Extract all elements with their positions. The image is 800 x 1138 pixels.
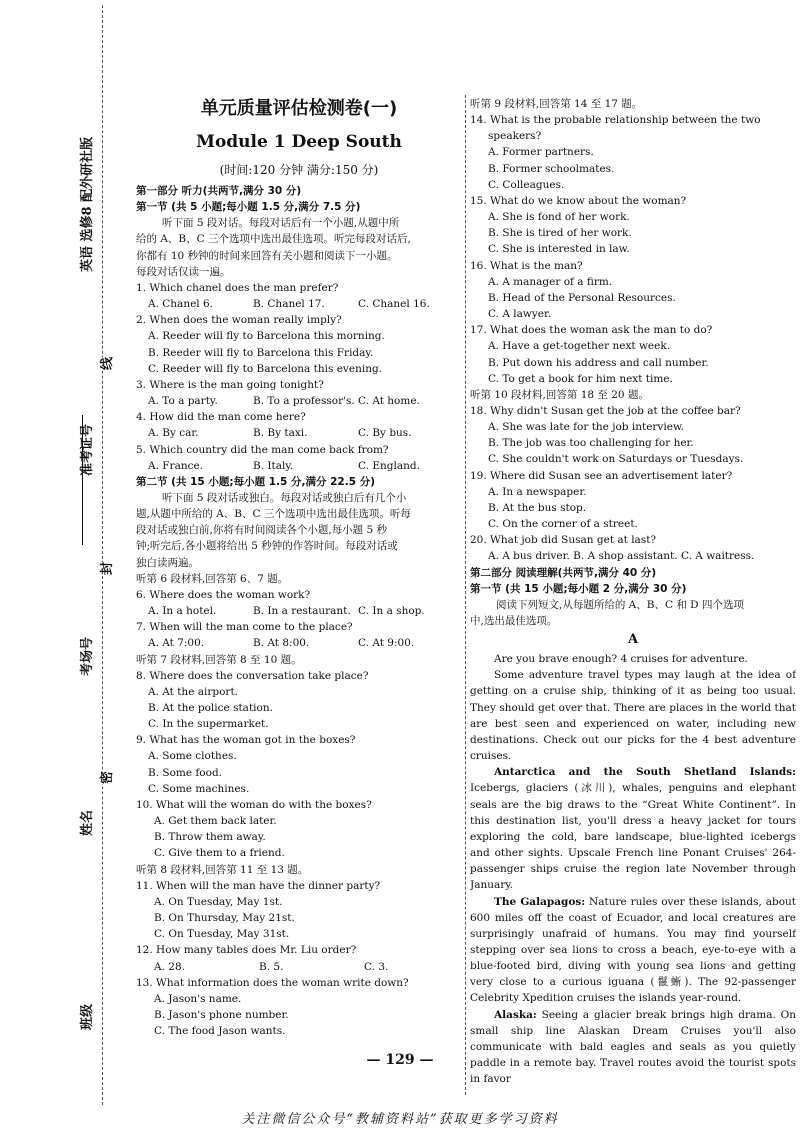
text-line: B. Former schoolmates. bbox=[488, 162, 615, 175]
text-line: C. On the corner of a street. bbox=[488, 518, 638, 531]
text-line: 4. How did the man come here? bbox=[136, 411, 306, 424]
text-line: C. Give them to a friend. bbox=[154, 847, 285, 860]
text-line: 第二部分 阅读理解(共两节,满分 40 分) bbox=[470, 566, 657, 579]
text-line: 第二节 (共 15 小题;每小题 1.5 分,满分 22.5 分) bbox=[136, 475, 375, 488]
text-line: 听第 7 段材料,回答第 8 至 10 题。 bbox=[136, 653, 302, 666]
text-line: A. Get them back later. bbox=[154, 815, 277, 828]
text-line: C. To get a book for him next time. bbox=[488, 372, 673, 385]
paragraph-text: Are you brave enough? 4 cruises for adventure. bbox=[494, 653, 748, 666]
option: A. 28. bbox=[154, 960, 185, 973]
text-line: 每段对话仅读一遍。 bbox=[136, 265, 231, 278]
publisher-label: 英语 选修8 配外研社版 bbox=[80, 136, 95, 272]
text-line: C. Colleagues. bbox=[488, 178, 565, 191]
passage-paragraph bbox=[470, 667, 796, 764]
option: B. To a professor's. bbox=[253, 395, 355, 408]
text-line: A. Reeder will fly to Barcelona this morning. bbox=[148, 330, 385, 343]
time-score: (时间:120 分钟 满分:150 分) bbox=[219, 163, 379, 177]
text-line: B. Throw them away. bbox=[154, 831, 266, 844]
text-line: A. In a newspaper. bbox=[488, 485, 587, 498]
text-line bbox=[136, 603, 462, 619]
field-name: 姓名 bbox=[80, 809, 95, 836]
option: C. 3. bbox=[364, 960, 389, 973]
text-line: A. A bus driver. B. A shop assistant. C. A waitress. bbox=[488, 550, 755, 563]
text-line: B. Jason's phone number. bbox=[154, 1008, 289, 1021]
option: B. In a restaurant. bbox=[253, 605, 351, 618]
text-line: 听第 10 段材料,回答第 18 至 20 题。 bbox=[470, 388, 649, 401]
mark-seal: 封 bbox=[96, 562, 115, 575]
option: A. In a hotel. bbox=[148, 605, 217, 618]
text-line: 11. When will the man have the dinner party? bbox=[136, 879, 381, 892]
passage bbox=[470, 651, 796, 1087]
text-line: A. On Tuesday, May 1st. bbox=[154, 895, 283, 908]
text-line: C. She is interested in law. bbox=[488, 243, 630, 256]
text-line: A. Have a get-together next week. bbox=[488, 340, 671, 353]
passage-paragraph bbox=[470, 1007, 796, 1088]
text-line: 17. What does the woman ask the man to do? bbox=[470, 324, 713, 337]
text-line: A. She is fond of her work. bbox=[488, 211, 630, 224]
text-line: A. A manager of a firm. bbox=[488, 275, 613, 288]
text-line: B. Reeder will fly to Barcelona this Friday. bbox=[148, 346, 374, 359]
text-line: 第一节 (共 15 小题;每小题 2 分,满分 30 分) bbox=[470, 582, 687, 595]
option: C. England. bbox=[358, 459, 420, 472]
text-line: 12. How many tables does Mr. Liu order? bbox=[136, 944, 357, 957]
text-line: 20. What job did Susan get at last? bbox=[470, 534, 657, 547]
text-line: 给的 A、B、C 三个选项中选出最佳选项。听完每段对话后, bbox=[136, 233, 411, 246]
text-line: A. She was late for the job interview. bbox=[488, 421, 685, 434]
passage-paragraph bbox=[470, 764, 796, 893]
page-title: 单元质量评估检测卷(一) bbox=[200, 98, 398, 119]
paragraph-lead: The Galapagos: bbox=[494, 895, 586, 908]
text-line: C. On Tuesday, May 31st. bbox=[154, 928, 290, 941]
paragraph-text: Some adventure travel types may laugh at the idea of getting on a cruise ship, thinking of it as being too usual. They should get over that. There are places in the world that are best seen and experienced on water, including new destinations. Check out our picks for the 4 best adventure cruises. bbox=[470, 669, 796, 763]
option: A. By car. bbox=[148, 427, 199, 440]
paragraph-text: Icebergs, glaciers (冰川), whales, penguins and elephant seals are the big draws to the “Great White Continent”. In this destination list, you'll dress a heavy jacket for tours exploring the cold, bare landscape, blue-lighted icebergs and other sights. Upscale French line Ponant Cruises' 264-passenger ships cruise the region late November through January. bbox=[470, 782, 796, 892]
text-line: 5. Which country did the man come back from? bbox=[136, 443, 389, 456]
text-line: 9. What has the woman got in the boxes? bbox=[136, 734, 356, 747]
page-number: — 129 — bbox=[366, 1052, 434, 1068]
text-line: 你都有 10 秒钟的时间来回答有关小题和阅读下一小题。 bbox=[136, 249, 398, 262]
passage-letter: A bbox=[627, 632, 639, 648]
option: C. By bus. bbox=[358, 427, 412, 440]
text-line: B. At the bus stop. bbox=[488, 501, 587, 514]
text-line: 阅读下列短文,从每题所给的 A、B、C 和 D 四个选项 bbox=[496, 598, 744, 611]
option: B. At 8:00. bbox=[253, 637, 310, 650]
option: A. France. bbox=[148, 459, 204, 472]
text-line: 听下面 5 段对话。每段对话后有一个小题,从题中所 bbox=[162, 217, 400, 230]
text-line: B. She is tired of her work. bbox=[488, 227, 632, 240]
text-line: 中,选出最佳选项。 bbox=[470, 615, 558, 627]
paragraph-lead: Alaska: bbox=[494, 1008, 537, 1021]
field-exam-id-blank bbox=[82, 415, 83, 545]
option: A. Chanel 6. bbox=[148, 298, 214, 311]
binding-margin bbox=[0, 0, 130, 1138]
text-line: A. Jason's name. bbox=[154, 992, 242, 1005]
binding-dashed-line bbox=[102, 5, 103, 1105]
text-line: 听第 9 段材料,回答第 14 至 17 题。 bbox=[470, 98, 643, 110]
text-line: C. She couldn't work on Saturdays or Tuesdays. bbox=[488, 453, 744, 466]
paragraph-text: Nature rules over these islands, about 600 miles off the coast of Ecuador, and local creatures are surprisingly unafraid of humans. You may find yourself stepping over sea lions to cross a beach, eye-to-eye with a blue-footed bird, diving with young sea lions and getting very close to a curious iguana (鬣蜥). The 92-passenger Celebrity Xpedition cruises the islands year-round. bbox=[470, 895, 796, 1005]
mark-secret: 密 bbox=[96, 771, 115, 784]
option: C. In a shop. bbox=[358, 605, 425, 618]
text-line: B. Head of the Personal Resources. bbox=[488, 291, 676, 304]
text-line: 3. Where is the man going tonight? bbox=[136, 378, 324, 391]
text-line: 独白读两遍。 bbox=[136, 556, 199, 569]
text-line: B. On Thursday, May 21st. bbox=[154, 912, 295, 925]
column-divider bbox=[465, 95, 466, 1095]
text-line: 第一节 (共 5 小题;每小题 1.5 分,满分 7.5 分) bbox=[136, 201, 361, 214]
text-line: B. Some food. bbox=[148, 766, 223, 779]
mark-line: 线 bbox=[96, 357, 115, 370]
text-line: C. Some machines. bbox=[148, 782, 250, 795]
text-line: C. The food Jason wants. bbox=[154, 1025, 286, 1038]
text-line: 听第 6 段材料,回答第 6、7 题。 bbox=[136, 572, 289, 585]
option: C. At home. bbox=[358, 395, 420, 408]
passage-paragraph bbox=[470, 651, 796, 667]
field-room: 考场号 bbox=[80, 636, 95, 676]
text-line: A. At the airport. bbox=[148, 685, 239, 698]
field-class: 班级 bbox=[80, 1003, 95, 1030]
text-line: B. The job was too challenging for her. bbox=[488, 437, 694, 450]
option: B. By taxi. bbox=[253, 427, 308, 440]
option: A. To a party. bbox=[148, 395, 218, 408]
text-line: B. Put down his address and call number. bbox=[488, 356, 709, 369]
text-line: 14. What is the probable relationship between the two bbox=[470, 114, 761, 127]
text-line bbox=[136, 959, 462, 975]
text-line bbox=[136, 458, 462, 474]
text-line: speakers? bbox=[488, 130, 542, 143]
option: C. Chanel 16. bbox=[358, 298, 430, 311]
text-line: 段对话或独白前,你将有时间阅读各个小题,每小题 5 秒 bbox=[136, 524, 388, 537]
text-line: 题,从题中所给的 A、B、C 三个选项中选出最佳选项。听每 bbox=[136, 508, 411, 521]
right-lines bbox=[470, 96, 796, 629]
option: B. Italy. bbox=[253, 459, 294, 472]
text-line: 6. Where does the woman work? bbox=[136, 588, 311, 601]
text-line: 10. What will the woman do with the boxes? bbox=[136, 798, 372, 811]
text-line: 2. When does the woman really imply? bbox=[136, 314, 342, 327]
option: B. 5. bbox=[259, 960, 284, 973]
text-line: 钟;听完后,各小题将给出 5 秒钟的作答时间。每段对话或 bbox=[136, 540, 398, 553]
option: C. At 9:00. bbox=[358, 637, 415, 650]
text-line: A. Former partners. bbox=[488, 146, 594, 159]
text-line bbox=[136, 393, 462, 409]
module-title: Module 1 Deep South bbox=[196, 132, 402, 152]
text-line: 18. Why didn't Susan get the job at the coffee bar? bbox=[470, 404, 741, 417]
text-line bbox=[136, 635, 462, 651]
field-exam-id: 准考证号 bbox=[80, 423, 95, 476]
text-line: 1. Which chanel does the man prefer? bbox=[136, 281, 339, 294]
text-line: 听第 8 段材料,回答第 11 至 13 题。 bbox=[136, 863, 309, 876]
text-line: C. Reeder will fly to Barcelona this evening. bbox=[148, 362, 383, 375]
option: A. At 7:00. bbox=[148, 637, 205, 650]
passage-paragraph bbox=[470, 894, 796, 1007]
text-line: C. A lawyer. bbox=[488, 308, 552, 321]
left-column bbox=[136, 95, 462, 1039]
text-line: 16. What is the man? bbox=[470, 259, 583, 272]
text-line: 13. What information does the woman write down? bbox=[136, 976, 409, 989]
paragraph-text: Seeing a glacier break brings high drama. On small ship line Alaskan Dream Cruises you'll also communicate with bald eagles and seals as you quietly paddle in a remote bay. Travel routes avoid the tourist spots in favor bbox=[470, 1008, 796, 1086]
text-line: 19. Where did Susan see an advertisement later? bbox=[470, 469, 733, 482]
text-line: A. Some clothes. bbox=[148, 750, 237, 763]
option: B. Chanel 17. bbox=[253, 298, 325, 311]
text-line: 第一部分 听力(共两节,满分 30 分) bbox=[136, 185, 302, 197]
text-line: 8. Where does the conversation take place? bbox=[136, 669, 369, 682]
text-line bbox=[136, 425, 462, 441]
paragraph-lead: Antarctica and the South Shetland Islands: bbox=[494, 766, 796, 779]
text-line bbox=[136, 296, 462, 312]
text-line: 7. When will the man come to the place? bbox=[136, 621, 353, 634]
left-lines bbox=[136, 183, 462, 1039]
text-line: 15. What do we know about the woman? bbox=[470, 194, 687, 207]
footer-note: 关注微信公众号“教辅资料站”获取更多学习资料 bbox=[241, 1112, 559, 1127]
right-column bbox=[470, 96, 796, 1087]
text-line: 听下面 5 段对话或独白。每段对话或独白后有几个小 bbox=[162, 491, 407, 504]
text-line: B. At the police station. bbox=[148, 702, 273, 714]
text-line: C. In the supermarket. bbox=[148, 718, 269, 731]
